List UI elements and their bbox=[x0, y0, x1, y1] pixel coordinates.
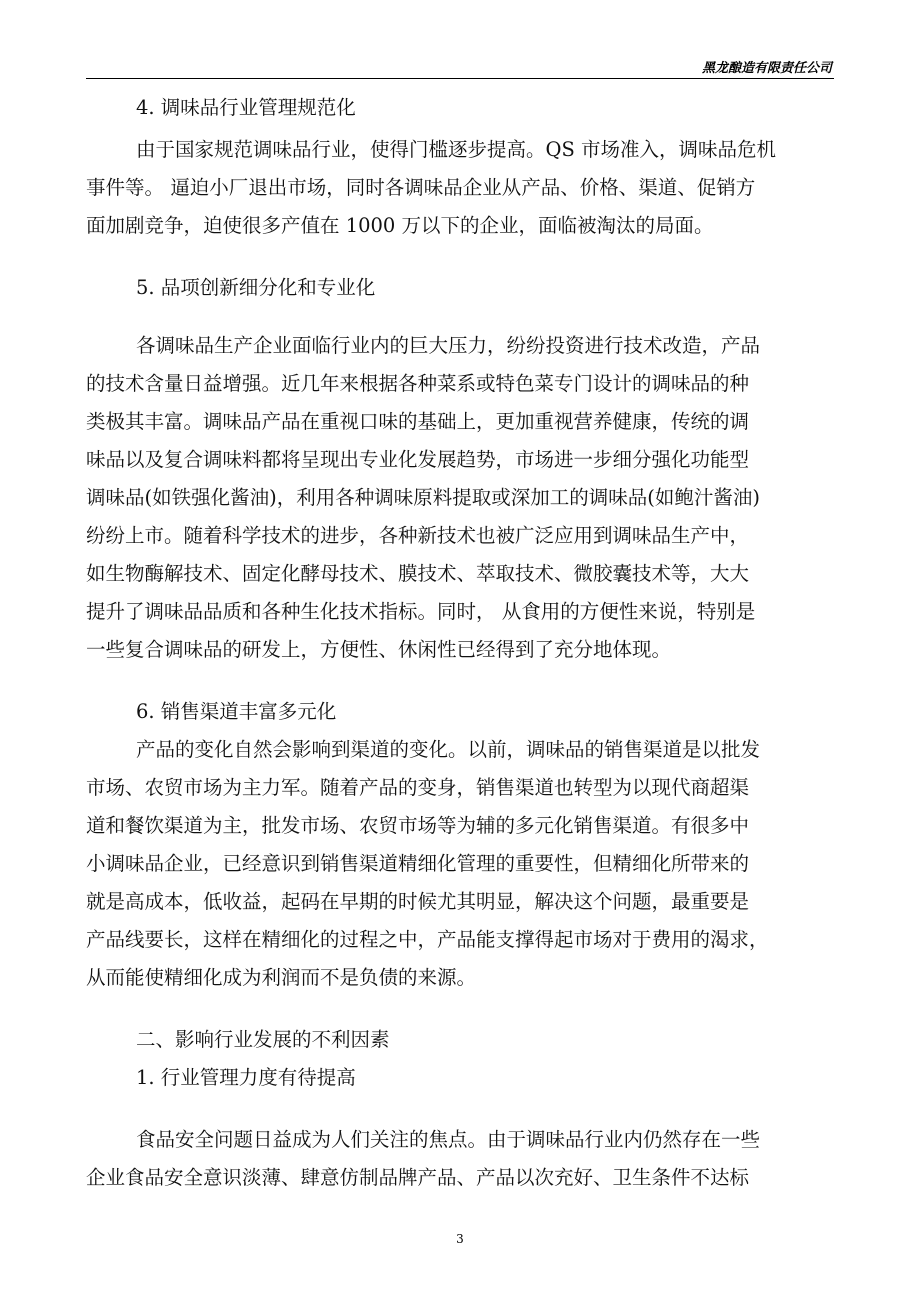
chapter-heading: 二、影响行业发展的不利因素 bbox=[136, 1028, 390, 1051]
paragraph-line: 提升了调味品品质和各种生化技术指标。同时， 从食用的方便性来说，特别是 bbox=[86, 600, 756, 623]
paragraph-line: 道和餐饮渠道为主，批发市场、农贸市场等为辅的多元化销售渠道。有很多中 bbox=[86, 814, 750, 837]
paragraph-line: 的技术含量日益增强。近几年来根据各种菜系或特色菜专门设计的调味品的种 bbox=[86, 372, 750, 395]
paragraph-line: 各调味品生产企业面临行业内的巨大压力，纷纷投资进行技术改造，产品 bbox=[136, 334, 761, 357]
paragraph-line: 产品线要长，这样在精细化的过程之中，产品能支撑得起市场对于费用的渴求， bbox=[86, 928, 769, 951]
paragraph-line: 事件等。 逼迫小厂退出市场，同时各调味品企业从产品、价格、渠道、促销方 bbox=[86, 176, 756, 199]
paragraph-line: 由于国家规范调味品行业，使得门槛逐步提高。QS 市场准入，调味品危机 bbox=[136, 138, 777, 161]
paragraph-line: 面加剧竞争，迫使很多产值在 1000 万以下的企业，面临被淘汰的局面。 bbox=[86, 214, 714, 237]
paragraph-line: 食品安全问题日益成为人们关注的焦点。由于调味品行业内仍然存在一些 bbox=[136, 1128, 761, 1151]
paragraph-line: 调味品(如铁强化酱油)，利用各种调味原料提取或深加工的调味品(如鲍汁酱油) bbox=[86, 486, 760, 509]
paragraph-line: 产品的变化自然会影响到渠道的变化。以前，调味品的销售渠道是以批发 bbox=[136, 738, 761, 761]
paragraph-line: 从而能使精细化成为利润而不是负债的来源。 bbox=[86, 966, 477, 989]
page-number: 3 bbox=[456, 1232, 464, 1246]
paragraph-line: 企业食品安全意识淡薄、肆意仿制品牌产品、产品以次充好、卫生条件不达标 bbox=[86, 1166, 750, 1189]
section-heading: 1. 行业管理力度有待提高 bbox=[136, 1066, 356, 1089]
paragraph-line: 一些复合调味品的研发上，方便性、休闲性已经得到了充分地体现。 bbox=[86, 638, 672, 661]
paragraph-line: 纷纷上市。随着科学技术的进步，各种新技术也被广泛应用到调味品生产中， bbox=[86, 524, 750, 547]
paragraph-line: 就是高成本，低收益，起码在早期的时候尤其明显，解决这个问题，最重要是 bbox=[86, 890, 750, 913]
paragraph-line: 类极其丰富。调味品产品在重视口味的基础上，更加重视营养健康，传统的调 bbox=[86, 410, 750, 433]
page-header bbox=[86, 54, 834, 79]
paragraph-line: 如生物酶解技术、固定化酵母技术、膜技术、萃取技术、微胶囊技术等，大大 bbox=[86, 562, 750, 585]
paragraph-line: 市场、农贸市场为主力军。随着产品的变身，销售渠道也转型为以现代商超渠 bbox=[86, 776, 750, 799]
company-name: 黑龙酿造有限责任公司 bbox=[701, 61, 832, 76]
section-heading: 4. 调味品行业管理规范化 bbox=[136, 96, 356, 119]
paragraph-line: 小调味品企业，已经意识到销售渠道精细化管理的重要性，但精细化所带来的 bbox=[86, 852, 750, 875]
paragraph-line: 味品以及复合调味料都将呈现出专业化发展趋势，市场进一步细分强化功能型 bbox=[86, 448, 750, 471]
section-heading: 6. 销售渠道丰富多元化 bbox=[136, 700, 337, 723]
section-heading: 5. 品项创新细分化和专业化 bbox=[136, 276, 376, 299]
